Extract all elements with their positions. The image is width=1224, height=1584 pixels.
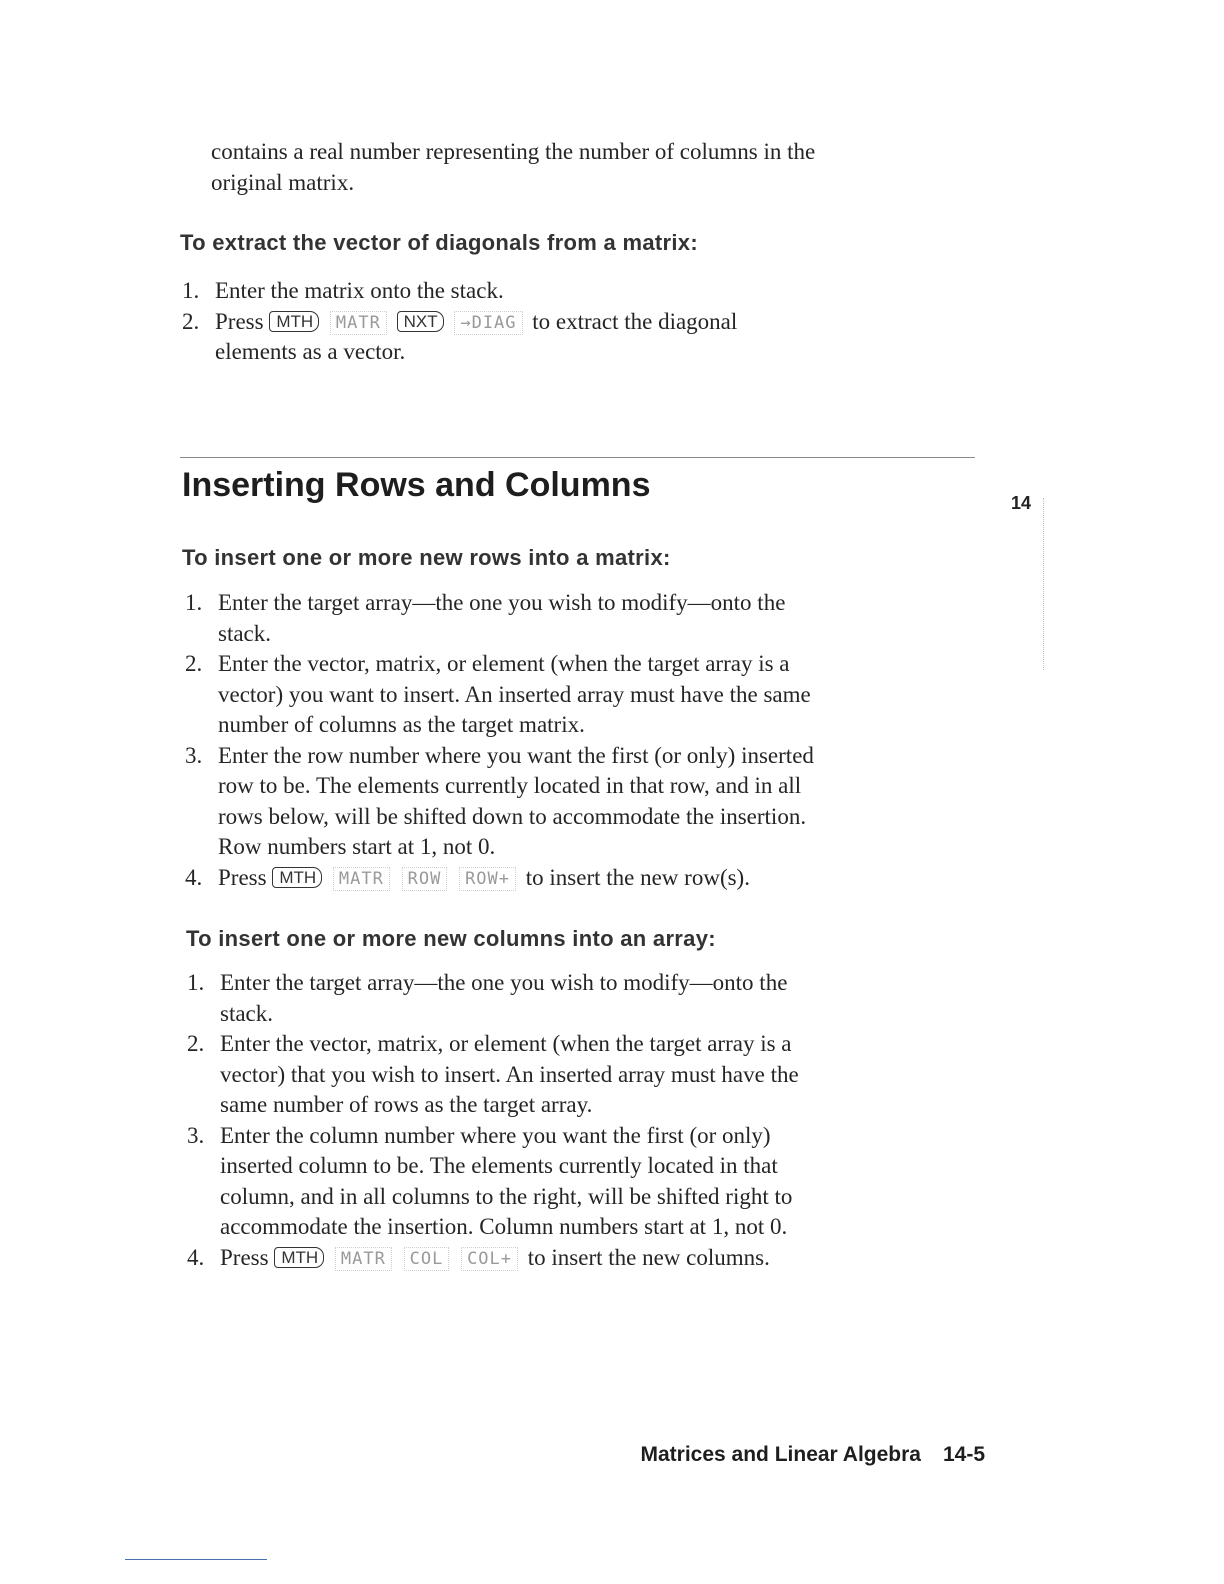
step-number: 1. xyxy=(185,590,203,615)
step-text-post: to insert the new row(s). xyxy=(525,864,750,890)
row-menu-key: ROW xyxy=(402,867,448,891)
step-number: 2. xyxy=(185,651,203,676)
rows-step-1 xyxy=(185,588,945,649)
col-menu-key: COL xyxy=(404,1247,450,1271)
page-footer xyxy=(640,1443,985,1467)
nxt-key: NXT xyxy=(397,311,444,332)
footer-title: Matrices and Linear Algebra xyxy=(640,1443,921,1466)
step-line: accommodate the insertion. Column numbers start at 1, not 0. xyxy=(220,1214,788,1239)
step-text-post: to extract the diagonal xyxy=(532,308,738,334)
diag-menu-key: →DIAG xyxy=(454,311,522,335)
chapter-tab-line xyxy=(1043,498,1044,670)
step-text-press: Press xyxy=(215,308,264,334)
diag-step-1 xyxy=(182,276,942,307)
col-plus-menu-key: COL+ xyxy=(461,1247,518,1271)
rows-step-4 xyxy=(185,863,945,894)
matr-menu-key: MATR xyxy=(335,1247,392,1271)
step-line: row to be. The elements currently located in that row, and in all xyxy=(218,773,802,798)
rows-step-2 xyxy=(185,649,945,741)
step-number: 1. xyxy=(182,278,200,303)
mth-key: MTH xyxy=(269,311,319,332)
page-number: 14-5 xyxy=(942,1443,985,1466)
mth-key: MTH xyxy=(272,867,322,888)
row-plus-menu-key: ROW+ xyxy=(459,867,516,891)
cols-heading: To insert one or more new columns into an array: xyxy=(186,926,716,951)
step-number: 4. xyxy=(185,864,203,890)
step-number: 2. xyxy=(187,1031,205,1056)
intro-paragraph xyxy=(211,137,971,198)
step-line: Enter the row number where you want the first (or only) inserted xyxy=(218,742,814,768)
cols-step-3 xyxy=(187,1121,947,1243)
chapter-tab: 14 xyxy=(1011,493,1032,513)
step-line: Enter the vector, matrix, or element (when the target array is a xyxy=(220,1031,792,1056)
section-title: Inserting Rows and Columns xyxy=(182,466,651,504)
step-line: Enter the target array—the one you wish to modify—onto the xyxy=(220,970,788,995)
step-text-line2: elements as a vector. xyxy=(215,339,406,364)
step-line: Row numbers start at 1, not 0. xyxy=(218,834,496,859)
step-line: Enter the vector, matrix, or element (when the target array is a xyxy=(218,651,790,676)
intro-line-1: contains a real number representing the number of columns in the xyxy=(211,139,816,164)
step-text: Enter the matrix onto the stack. xyxy=(215,278,504,303)
step-line: rows below, will be shifted down to accommodate the insertion. xyxy=(218,803,807,829)
cols-step-2 xyxy=(187,1029,947,1121)
footnote-rule xyxy=(125,1559,267,1560)
step-line: column, and in all columns to the right, will be shifted right to xyxy=(220,1183,793,1209)
step-number: 2. xyxy=(182,308,200,334)
step-line: vector) that you wish to insert. An inserted array must have the xyxy=(220,1061,799,1087)
rows-heading: To insert one or more new rows into a matrix: xyxy=(182,545,671,570)
step-number: 3. xyxy=(187,1122,205,1148)
step-line: Enter the column number where you want the first (or only) xyxy=(220,1122,771,1148)
step-number: 1. xyxy=(187,970,205,995)
step-line: stack. xyxy=(218,620,272,646)
step-text-press: Press xyxy=(220,1244,269,1270)
step-line: stack. xyxy=(220,1000,274,1026)
step-text-post: to insert the new columns. xyxy=(527,1244,770,1270)
diag-heading: To extract the vector of diagonals from a matrix: xyxy=(180,230,698,255)
cols-step-1 xyxy=(187,968,947,1029)
diag-steps xyxy=(182,276,942,368)
matr-menu-key: MATR xyxy=(333,867,390,891)
cols-steps xyxy=(187,968,947,1273)
rows-step-3 xyxy=(185,741,945,863)
step-line: inserted column to be. The elements currently located in that xyxy=(220,1153,778,1178)
step-text-press: Press xyxy=(218,864,267,890)
step-line: same number of rows as the target array. xyxy=(220,1092,593,1117)
cols-step-4 xyxy=(187,1243,947,1274)
rows-steps xyxy=(185,588,945,893)
step-line: number of columns as the target matrix. xyxy=(218,712,585,737)
step-line: vector) you want to insert. An inserted array must have the same xyxy=(218,681,811,707)
matr-menu-key: MATR xyxy=(330,311,387,335)
step-number: 3. xyxy=(185,742,203,768)
step-number: 4. xyxy=(187,1244,205,1270)
diag-step-2 xyxy=(182,307,942,368)
mth-key: MTH xyxy=(274,1247,324,1268)
intro-line-2: original matrix. xyxy=(211,169,355,195)
step-line: Enter the target array—the one you wish to modify—onto the xyxy=(218,590,786,615)
section-rule xyxy=(180,457,975,458)
